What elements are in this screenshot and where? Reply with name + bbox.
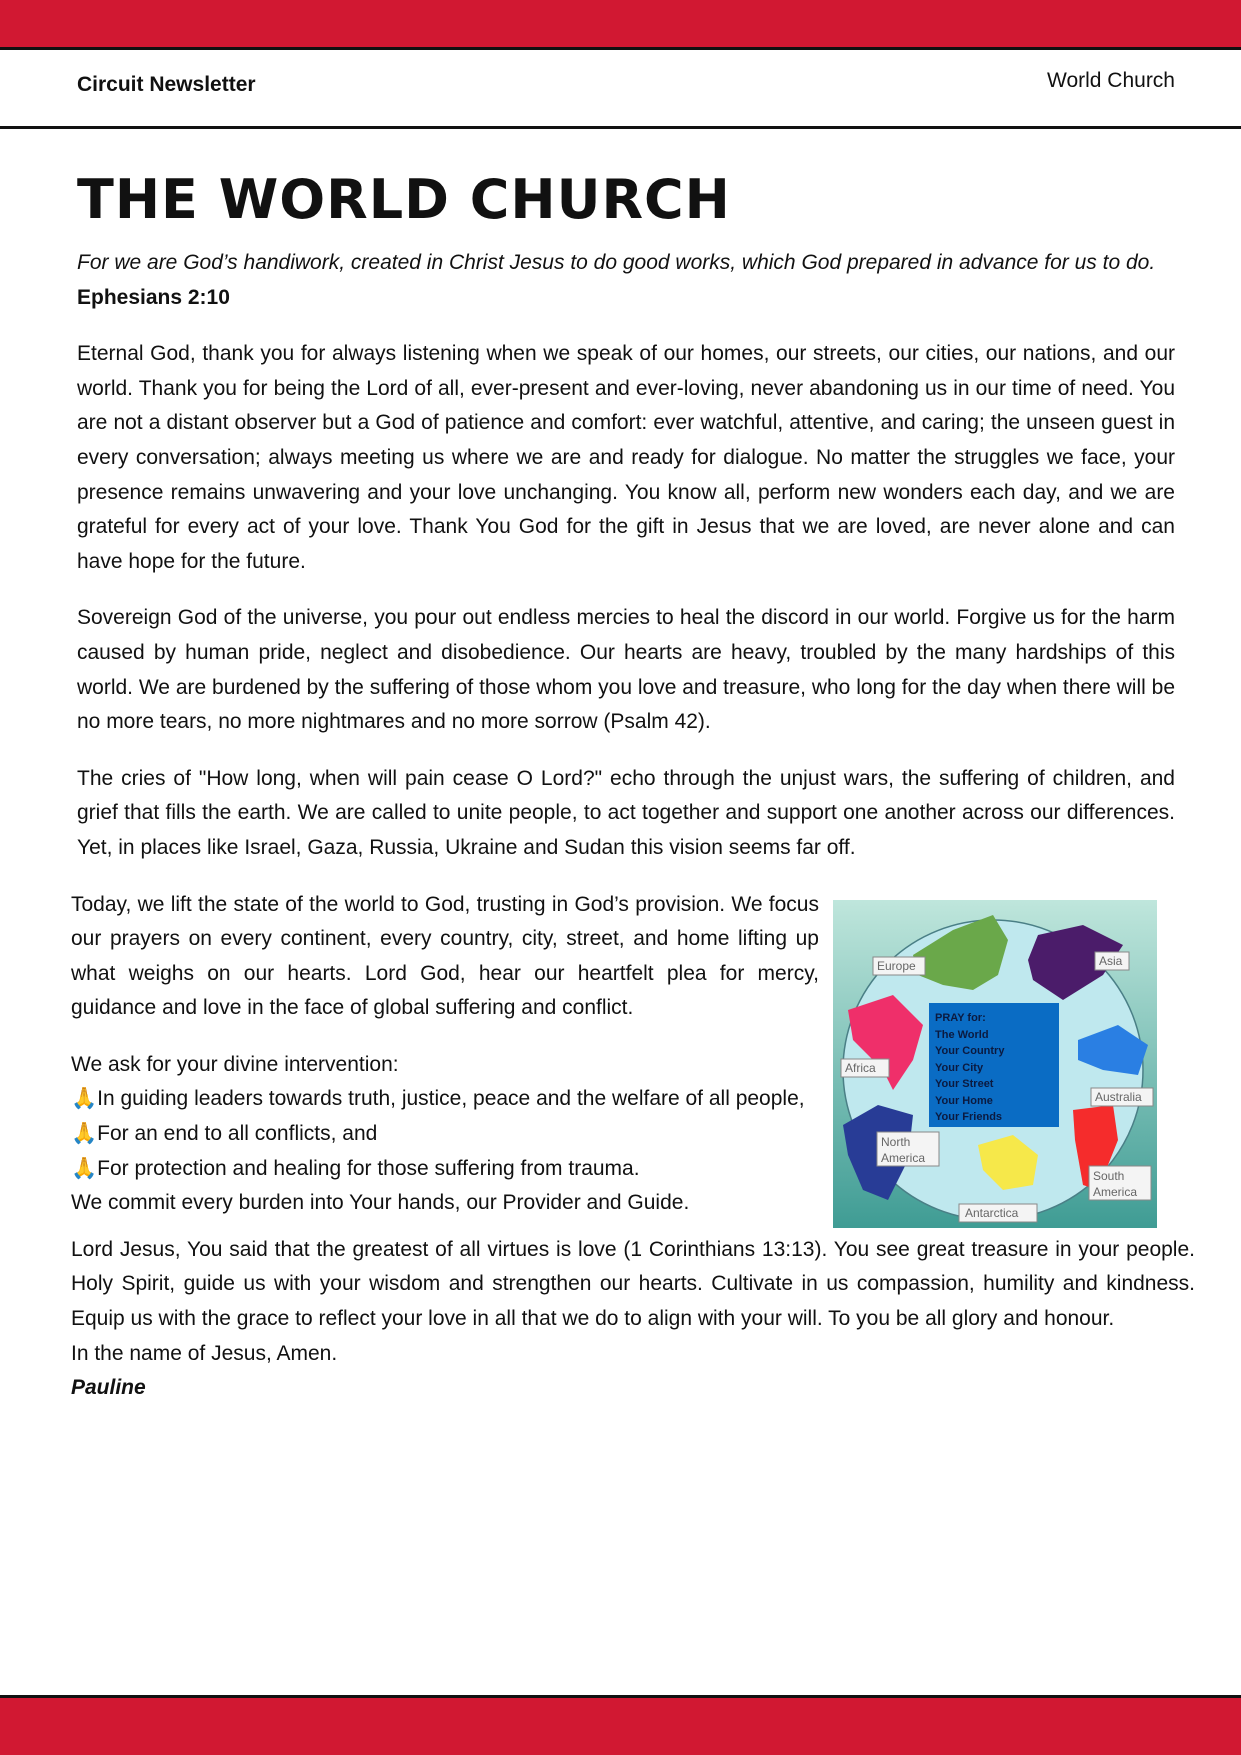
paragraph: Sovereign God of the universe, you pour out endless mercies to heal the discord in our world. Forgive us for the harm caused by human pride, neglect and disobedience. Our hearts are heavy, troubled by the many hardships of this world. We are burdened by the suffering of those whom you love and treasure, who long for the day when there will be no more tears, no more nightmares and no more sorrow (Psalm 42). [77, 606, 1175, 734]
pray-line: The World [935, 1028, 989, 1041]
signature: Pauline [71, 1376, 146, 1400]
pray-line: PRAY for: [935, 1011, 986, 1024]
map-label: Antarctica [965, 1205, 1019, 1220]
article [71, 168, 1195, 1406]
map-label: Australia [1095, 1089, 1142, 1104]
section-name: World Church [1047, 69, 1175, 92]
prayer-with-map [71, 888, 1175, 1233]
list-item: 🙏For an end to all conflicts, and [71, 1122, 378, 1146]
page-title: THE WORLD CHURCH [77, 168, 731, 231]
amen-line: In the name of Jesus, Amen. [71, 1341, 338, 1365]
pray-line: Your Street [935, 1077, 994, 1090]
paragraph: Eternal God, thank you for always listening when we speak of our homes, our streets, our cities, our nations, and our world. Thank you for being the Lord of all, ever-present and ever-loving, never abandoning us in our time of need. You are not a distant observer but a God of patience and comfort: ever watchful, attentive, and caring; the unseen guest in every conversation; always meeting us where we are and ready for dialogue. No matter the struggles we face, your presence remains unwavering and your love unchanging. You know all, perform new wonders each day, and we are grateful for every act of your love. Thank You God for the gift in Jesus that we are loved, are never alone and can have hope for the future. [77, 342, 1175, 573]
map-label: South [1093, 1168, 1125, 1183]
top-banner [0, 0, 1241, 50]
world-prayer-map [833, 900, 1157, 1228]
list-item: 🙏In guiding leaders towards truth, justice, peace and the welfare of all people, [71, 1087, 805, 1111]
closing-prayer [71, 1233, 1195, 1406]
intervention-closing: We commit every burden into Your hands, our Provider and Guide. [71, 1191, 690, 1215]
intervention-intro: We ask for your divine intervention: [71, 1052, 399, 1076]
list-item: 🙏For protection and healing for those suffering from trauma. [71, 1156, 640, 1180]
pray-line: Your Country [935, 1044, 1005, 1057]
paragraph: Today, we lift the state of the world to God, trusting in God’s provision. We focus our prayers on every continent, every country, city, street, and home lifting up what weighs on our hearts. Lord God, hear our heartfelt plea for mercy, guidance and love in the face of global suffering and conflict. [71, 892, 819, 1020]
bottom-banner [0, 1695, 1241, 1755]
scripture-reference: Ephesians 2:10 [77, 285, 230, 309]
praying-hands-icon: 🙏 [71, 1156, 98, 1180]
paragraph: The cries of "How long, when will pain cease O Lord?" echo through the unjust wars, the suffering of children, and grief that fills the earth. We are called to unite people, to act together and support one another across our differences. Yet, in places like Israel, Gaza, Russia, Ukraine and Sudan this vision seems far off. [77, 766, 1175, 859]
praying-hands-icon: 🙏 [71, 1122, 98, 1146]
paragraph: Lord Jesus, You said that the greatest of all virtues is love (1 Corinthians 13:13). You see great treasure in your people. Holy Spirit, guide us with your wisdom and strengthen our hearts. Cultivate in us compassion, humility and kindness. Equip us with the grace to reflect your love in all that we do to align with your will. To you be all glory and honour. [71, 1237, 1195, 1331]
map-label: North [881, 1134, 911, 1149]
map-label: America [1093, 1184, 1138, 1199]
map-label: America [881, 1150, 926, 1165]
scripture-quote: For we are God’s handiwork, created in Christ Jesus to do good works, which God prepared in advance for us to do. [77, 251, 1156, 274]
pray-line: Your City [935, 1061, 984, 1074]
map-label: Asia [1099, 953, 1123, 968]
map-label: Europe [877, 958, 916, 973]
header-divider [0, 126, 1241, 129]
map-label: Africa [845, 1060, 876, 1075]
praying-hands-icon: 🙏 [71, 1087, 98, 1111]
newsletter-name: Circuit Newsletter [77, 73, 256, 96]
pray-line: Your Home [935, 1094, 993, 1107]
pray-line: Your Friends [935, 1110, 1003, 1123]
